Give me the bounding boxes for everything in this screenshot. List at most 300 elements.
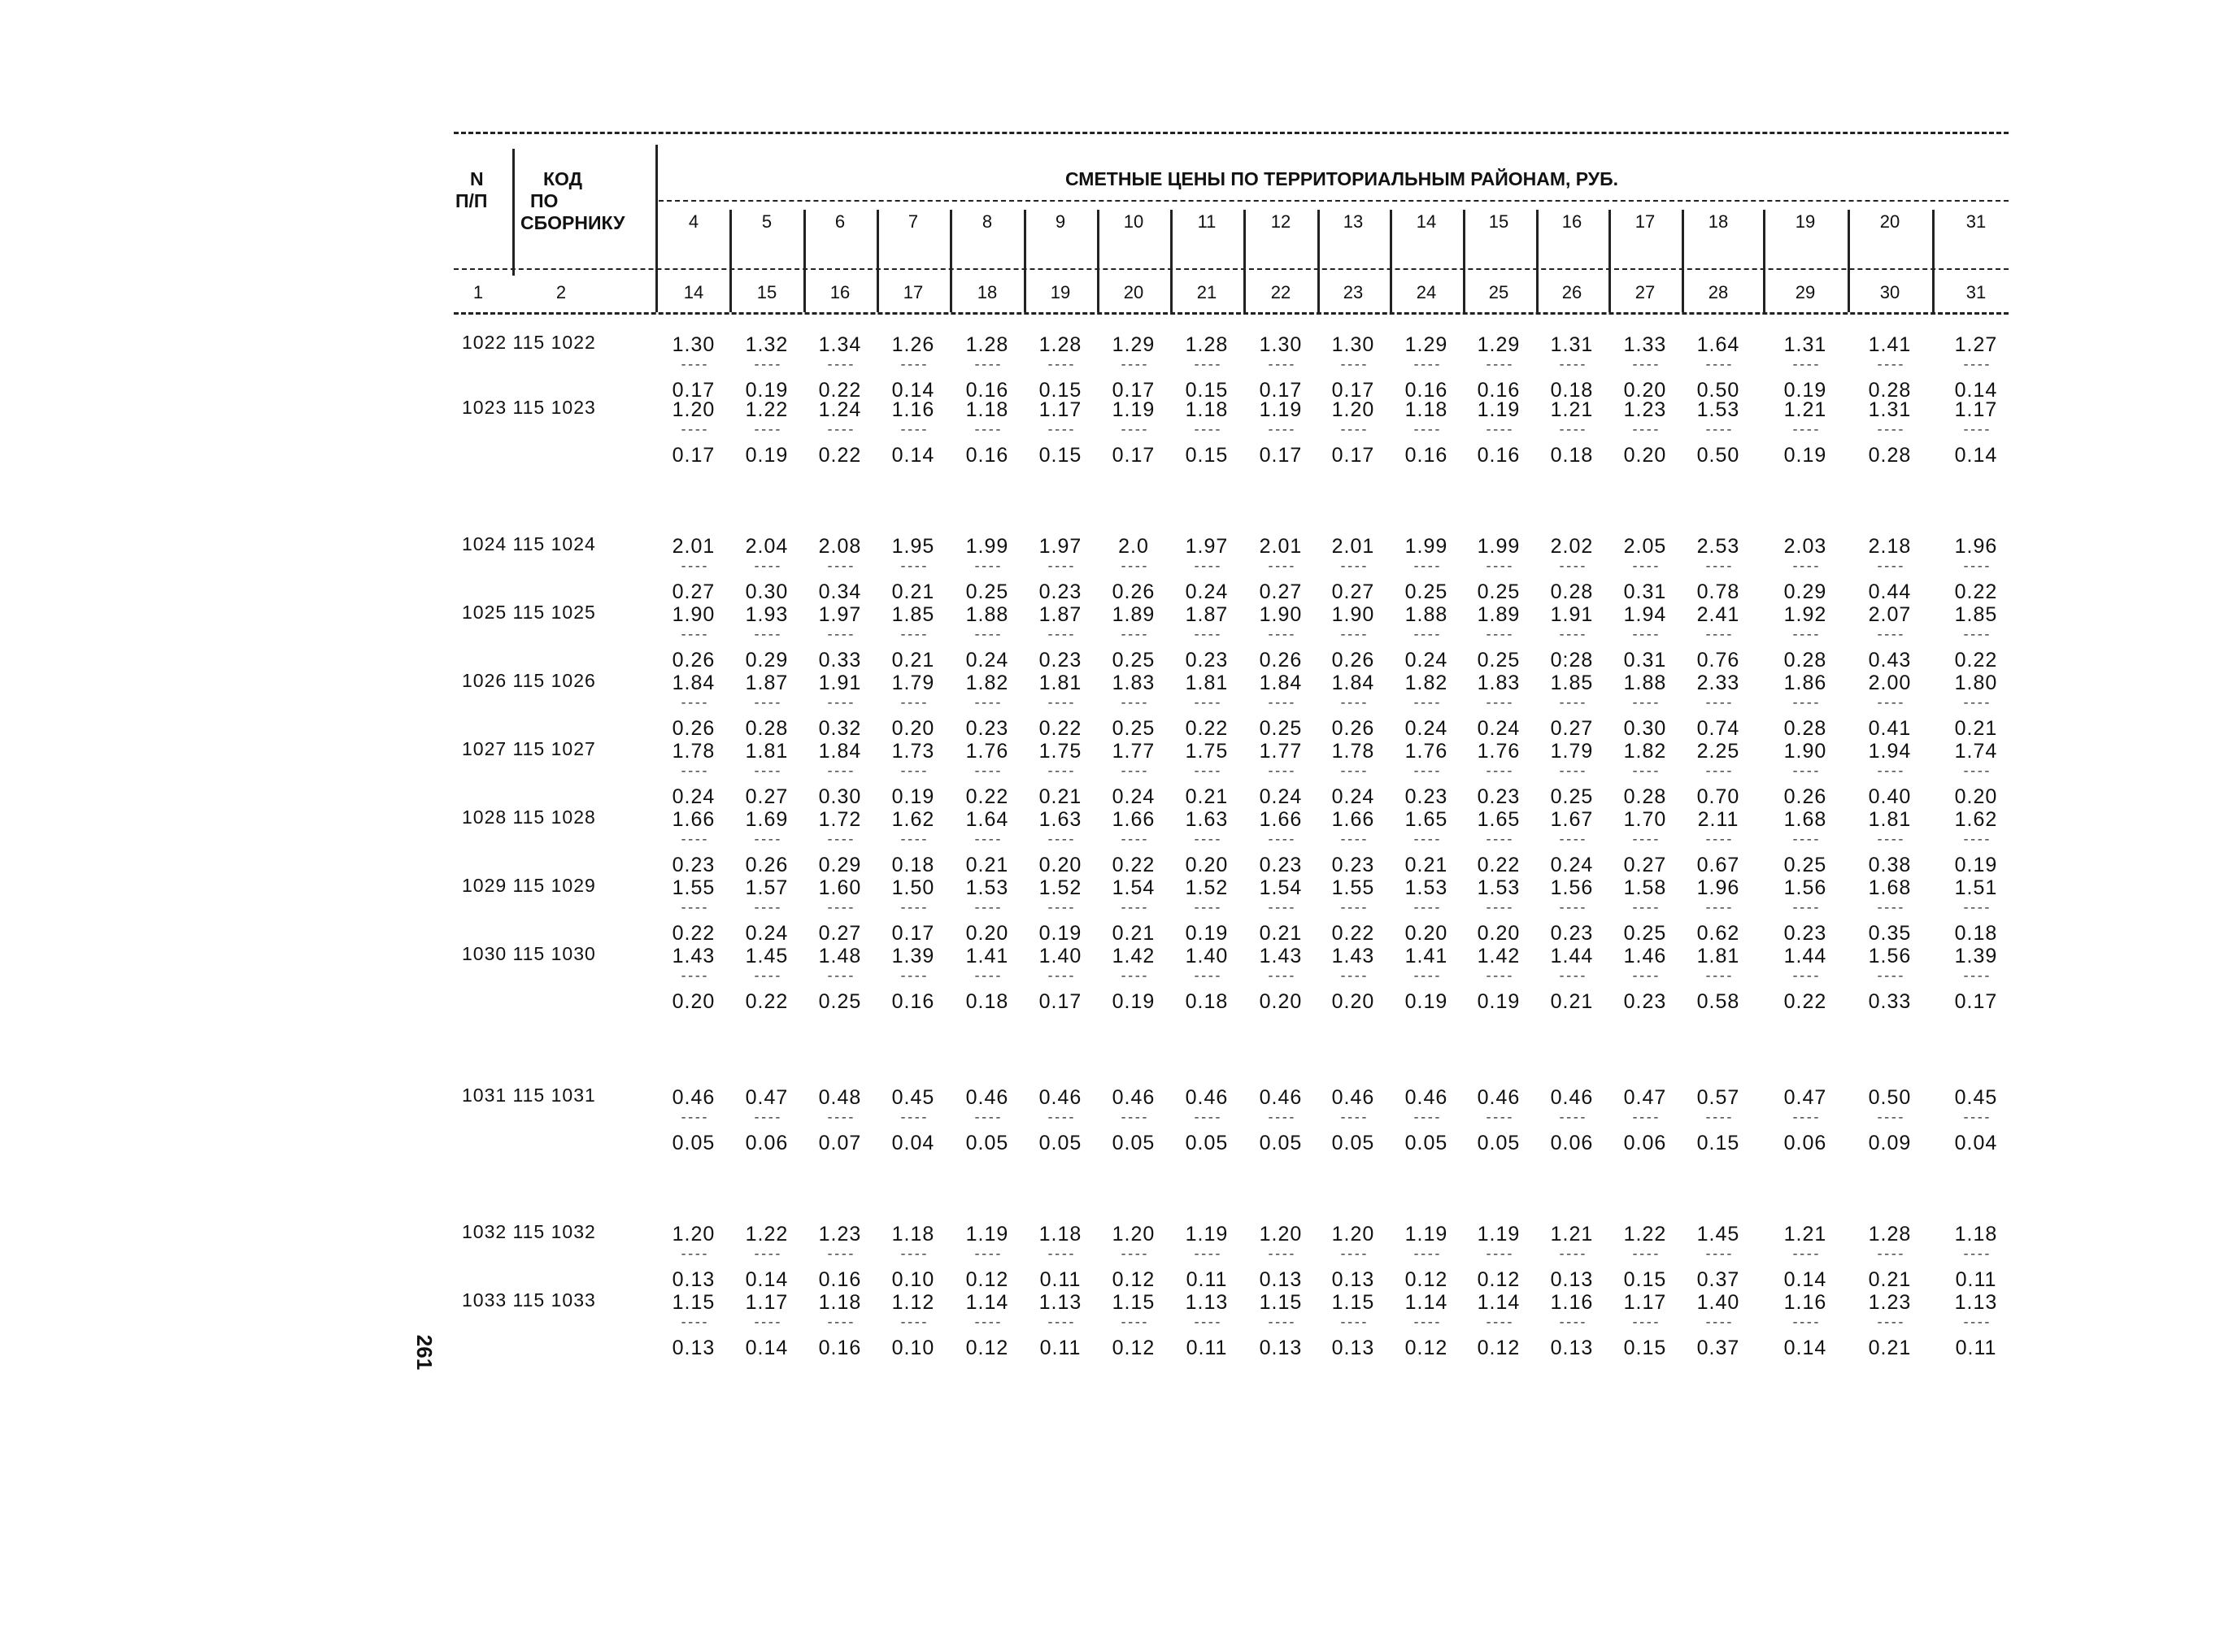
district-number: 31	[1965, 211, 1987, 232]
price-wage: 0.05	[1404, 1132, 1448, 1154]
price-total: 1.18	[1185, 398, 1229, 421]
fraction-dash: ----	[1484, 833, 1513, 847]
price-total: 1.14	[965, 1291, 1009, 1314]
price-total: 1.22	[1623, 1223, 1667, 1246]
fraction-dash: ----	[679, 901, 708, 915]
price-wage: 0.31	[1623, 580, 1667, 603]
fraction-dash: ----	[1339, 628, 1368, 642]
fraction-dash: ----	[1704, 423, 1733, 437]
price-total: 1.83	[1477, 672, 1521, 694]
header-column-divider	[1608, 210, 1611, 312]
column-index: 30	[1879, 282, 1900, 302]
price-wage: 0.16	[1477, 379, 1521, 402]
price-wage: 0.16	[818, 1337, 862, 1359]
price-total: 2.03	[1783, 535, 1827, 558]
price-wage: 0.12	[1477, 1337, 1521, 1359]
price-wage: 0.33	[818, 649, 862, 672]
fraction-dash: ----	[1046, 833, 1075, 847]
price-total: 2.0	[1118, 535, 1149, 558]
price-total: 1.82	[1404, 672, 1448, 694]
district-number: 16	[1561, 211, 1582, 232]
district-number: 14	[1416, 211, 1437, 232]
price-total: 1.56	[1783, 876, 1827, 899]
column-index: 27	[1635, 282, 1656, 302]
price-total: 1.15	[1259, 1291, 1303, 1314]
price-total: 2.00	[1868, 672, 1912, 694]
price-wage: 0.18	[891, 854, 935, 876]
price-wage: 0.17	[1954, 990, 1998, 1013]
price-wage: 0.17	[1038, 990, 1082, 1013]
fraction-dash: ----	[1266, 559, 1295, 574]
fraction-dash: ----	[1339, 423, 1368, 437]
price-total: 1.63	[1038, 808, 1082, 831]
price-total: 0.46	[672, 1086, 716, 1109]
price-wage: 0.29	[818, 854, 862, 876]
fraction-dash: ----	[1557, 696, 1587, 711]
fraction-dash: ----	[1875, 559, 1904, 574]
col-index-1: 1	[472, 282, 484, 302]
price-total: 1.34	[818, 333, 862, 356]
price-wage: 0.78	[1696, 580, 1740, 603]
fraction-dash: ----	[752, 559, 781, 574]
price-total: 1.56	[1550, 876, 1594, 899]
price-wage: 0.13	[1331, 1268, 1375, 1291]
price-total: 1.68	[1868, 876, 1912, 899]
price-total: 1.16	[891, 398, 935, 421]
price-wage: 0.28	[745, 717, 789, 740]
price-wage: 0.24	[965, 649, 1009, 672]
price-total: 1.76	[1477, 740, 1521, 763]
price-wage: 0.05	[1331, 1132, 1375, 1154]
price-total: 1.17	[1954, 398, 1998, 421]
price-total: 1.26	[891, 333, 935, 356]
fraction-dash: ----	[1192, 628, 1221, 642]
price-total: 0.47	[1783, 1086, 1827, 1109]
fraction-dash: ----	[1791, 628, 1820, 642]
price-wage: 0.23	[672, 854, 716, 876]
price-total: 2.01	[672, 535, 716, 558]
fraction-dash: ----	[1119, 764, 1148, 779]
price-total: 0.46	[1477, 1086, 1521, 1109]
price-total: 2.18	[1868, 535, 1912, 558]
fraction-dash: ----	[679, 764, 708, 779]
price-total: 1.22	[745, 1223, 789, 1246]
price-total: 1.69	[745, 808, 789, 831]
fraction-dash: ----	[1704, 559, 1733, 574]
price-total: 1.81	[1038, 672, 1082, 694]
row-code-label: 1026 115 1026	[462, 670, 596, 691]
fraction-dash: ----	[1412, 696, 1441, 711]
price-wage: 0.24	[1331, 785, 1375, 808]
header-divider-np	[512, 149, 515, 276]
price-wage: 0.26	[1783, 785, 1827, 808]
fraction-dash: ----	[679, 358, 708, 372]
fraction-dash: ----	[1704, 1315, 1733, 1330]
price-total: 1.45	[745, 945, 789, 967]
district-number: 10	[1123, 211, 1144, 232]
price-wage: 0.24	[1477, 717, 1521, 740]
price-wage: 0.06	[1550, 1132, 1594, 1154]
price-wage: 0.26	[745, 854, 789, 876]
price-wage: 0.25	[1477, 649, 1521, 672]
price-wage: 0.29	[1783, 580, 1827, 603]
fraction-dash: ----	[973, 1315, 1002, 1330]
fraction-dash: ----	[899, 358, 928, 372]
price-wage: 0.23	[1331, 854, 1375, 876]
price-wage: 0.50	[1696, 379, 1740, 402]
fraction-dash: ----	[752, 764, 781, 779]
price-wage: 0.17	[1112, 379, 1156, 402]
price-wage: 0.58	[1696, 990, 1740, 1013]
price-total: 1.53	[1696, 398, 1740, 421]
price-wage: 0.43	[1868, 649, 1912, 672]
fraction-dash: ----	[973, 358, 1002, 372]
fraction-dash: ----	[1266, 764, 1295, 779]
price-total: 1.32	[745, 333, 789, 356]
price-wage: 0.26	[672, 717, 716, 740]
fraction-dash: ----	[1192, 696, 1221, 711]
header-column-divider	[1317, 210, 1320, 312]
price-wage: 0.22	[1038, 717, 1082, 740]
fraction-dash: ----	[1339, 559, 1368, 574]
price-total: 1.33	[1623, 333, 1667, 356]
row-code-label: 1029 115 1029	[462, 875, 596, 896]
fraction-dash: ----	[1119, 559, 1148, 574]
fraction-dash: ----	[1339, 696, 1368, 711]
price-total: 1.72	[818, 808, 862, 831]
fraction-dash: ----	[1266, 423, 1295, 437]
fraction-dash: ----	[825, 1315, 855, 1330]
price-total: 1.53	[965, 876, 1009, 899]
price-wage: 0.22	[1783, 990, 1827, 1013]
row-code-label: 1024 115 1024	[462, 533, 596, 554]
price-wage: 0.22	[1954, 649, 1998, 672]
fraction-dash: ----	[1484, 1247, 1513, 1262]
price-total: 1.55	[672, 876, 716, 899]
fraction-dash: ----	[973, 969, 1002, 984]
price-wage: 0.14	[1954, 444, 1998, 467]
price-wage: 0.22	[818, 379, 862, 402]
fraction-dash: ----	[1704, 969, 1733, 984]
price-total: 1.20	[672, 1223, 716, 1246]
price-wage: 0.14	[1783, 1337, 1827, 1359]
price-wage: 0.11	[1039, 1337, 1082, 1359]
column-index: 29	[1795, 282, 1816, 302]
fraction-dash: ----	[1875, 1315, 1904, 1330]
fraction-dash: ----	[973, 833, 1002, 847]
price-total: 0.47	[1623, 1086, 1667, 1109]
price-wage: 0.24	[1259, 785, 1303, 808]
fraction-dash: ----	[1557, 901, 1587, 915]
fraction-dash: ----	[1412, 1111, 1441, 1125]
header-bottom-rule	[454, 312, 2009, 315]
price-wage: 0.16	[1477, 444, 1521, 467]
price-total: 1.23	[818, 1223, 862, 1246]
fraction-dash: ----	[752, 1315, 781, 1330]
price-total: 1.97	[818, 603, 862, 626]
fraction-dash: ----	[752, 358, 781, 372]
price-total: 2.07	[1868, 603, 1912, 626]
price-wage: 0.20	[891, 717, 935, 740]
fraction-dash: ----	[1961, 764, 1991, 779]
price-wage: 0.21	[1868, 1337, 1912, 1359]
price-wage: 0.22	[1185, 717, 1229, 740]
price-total: 1.67	[1550, 808, 1594, 831]
fraction-dash: ----	[679, 559, 708, 574]
district-number: 11	[1197, 211, 1217, 232]
price-wage: 0.11	[1955, 1268, 1997, 1291]
fraction-dash: ----	[1266, 1247, 1295, 1262]
fraction-dash: ----	[1875, 969, 1904, 984]
fraction-dash: ----	[1704, 833, 1733, 847]
fraction-dash: ----	[1961, 901, 1991, 915]
price-total: 1.15	[1112, 1291, 1156, 1314]
price-total: 1.29	[1112, 333, 1156, 356]
fraction-dash: ----	[1266, 358, 1295, 372]
price-total: 1.99	[1477, 535, 1521, 558]
fraction-dash: ----	[1557, 423, 1587, 437]
price-total: 0.46	[1404, 1086, 1448, 1109]
price-wage: 0.24	[672, 785, 716, 808]
fraction-dash: ----	[1412, 628, 1441, 642]
fraction-dash: ----	[1484, 696, 1513, 711]
col-index-2: 2	[555, 282, 567, 302]
fraction-dash: ----	[1119, 901, 1148, 915]
price-wage: 0.19	[1112, 990, 1156, 1013]
price-total: 2.53	[1696, 535, 1740, 558]
price-total: 1.30	[672, 333, 716, 356]
price-wage: 0.15	[1038, 379, 1082, 402]
price-total: 1.29	[1404, 333, 1448, 356]
fraction-dash: ----	[973, 1111, 1002, 1125]
price-wage: 0.28	[1783, 649, 1827, 672]
fraction-dash: ----	[1791, 1111, 1820, 1125]
price-wage: 0.28	[1868, 444, 1912, 467]
district-number: 9	[1055, 211, 1066, 232]
fraction-dash: ----	[825, 628, 855, 642]
price-wage: 0.15	[1696, 1132, 1740, 1154]
table-top-rule	[454, 132, 2009, 134]
fraction-dash: ----	[899, 1315, 928, 1330]
price-total: 1.79	[891, 672, 935, 694]
column-index: 17	[903, 282, 924, 302]
price-total: 1.87	[1038, 603, 1082, 626]
fraction-dash: ----	[1630, 833, 1660, 847]
price-total: 1.19	[965, 1223, 1009, 1246]
price-total: 1.41	[1868, 333, 1912, 356]
price-wage: 0.17	[1331, 444, 1375, 467]
price-wage: 0.44	[1868, 580, 1912, 603]
fraction-dash: ----	[752, 1111, 781, 1125]
price-wage: 0.06	[745, 1132, 789, 1154]
fraction-dash: ----	[973, 423, 1002, 437]
district-number: 17	[1635, 211, 1656, 232]
fraction-dash: ----	[1875, 696, 1904, 711]
price-total: 2.11	[1697, 808, 1739, 831]
price-total: 1.82	[965, 672, 1009, 694]
fraction-dash: ----	[1791, 764, 1820, 779]
fraction-dash: ----	[1791, 1315, 1820, 1330]
fraction-dash: ----	[1119, 696, 1148, 711]
fraction-dash: ----	[1961, 559, 1991, 574]
price-total: 1.62	[1954, 808, 1998, 831]
price-wage: 0.25	[1112, 649, 1156, 672]
price-wage: 0.26	[1331, 649, 1375, 672]
fraction-dash: ----	[1484, 1111, 1513, 1125]
price-wage: 0.16	[965, 444, 1009, 467]
fraction-dash: ----	[1630, 1315, 1660, 1330]
price-wage: 0.28	[1550, 580, 1594, 603]
price-total: 1.18	[1038, 1223, 1082, 1246]
price-total: 1.85	[1550, 672, 1594, 694]
fraction-dash: ----	[1961, 358, 1991, 372]
fraction-dash: ----	[1119, 628, 1148, 642]
price-total: 1.64	[1696, 333, 1740, 356]
price-total: 1.40	[1696, 1291, 1740, 1314]
price-wage: 0.20	[1185, 854, 1229, 876]
price-wage: 0.14	[1783, 1268, 1827, 1291]
price-total: 1.42	[1477, 945, 1521, 967]
price-total: 1.14	[1404, 1291, 1448, 1314]
price-wage: 0.23	[1038, 580, 1082, 603]
price-wage: 0.25	[1404, 580, 1448, 603]
price-total: 1.43	[672, 945, 716, 967]
price-total: 1.28	[1185, 333, 1229, 356]
fraction-dash: ----	[1412, 764, 1441, 779]
price-total: 1.92	[1783, 603, 1827, 626]
header-column-divider	[1932, 210, 1935, 312]
price-wage: 0.22	[1477, 854, 1521, 876]
price-total: 1.54	[1259, 876, 1303, 899]
price-wage: 0.18	[1954, 922, 1998, 945]
price-wage: 0.12	[1477, 1268, 1521, 1291]
fraction-dash: ----	[1192, 969, 1221, 984]
price-total: 1.99	[965, 535, 1009, 558]
price-total: 1.21	[1783, 398, 1827, 421]
fraction-dash: ----	[825, 901, 855, 915]
fraction-dash: ----	[1875, 423, 1904, 437]
fraction-dash: ----	[1119, 1315, 1148, 1330]
price-total: 1.28	[965, 333, 1009, 356]
price-total: 1.77	[1112, 740, 1156, 763]
fraction-dash: ----	[825, 696, 855, 711]
fraction-dash: ----	[1046, 901, 1075, 915]
price-total: 1.85	[891, 603, 935, 626]
price-total: 1.43	[1259, 945, 1303, 967]
fraction-dash: ----	[1339, 1315, 1368, 1330]
price-total: 1.20	[672, 398, 716, 421]
price-total: 1.83	[1112, 672, 1156, 694]
price-wage: 0.50	[1696, 444, 1740, 467]
price-total: 1.90	[672, 603, 716, 626]
price-total: 1.28	[1038, 333, 1082, 356]
price-total: 0.47	[745, 1086, 789, 1109]
price-total: 1.24	[818, 398, 862, 421]
fraction-dash: ----	[1557, 358, 1587, 372]
row-code-label: 1027 115 1027	[462, 738, 596, 759]
price-wage: 0.35	[1868, 922, 1912, 945]
fraction-dash: ----	[1961, 833, 1991, 847]
price-wage: 0.19	[891, 785, 935, 808]
price-total: 1.46	[1623, 945, 1667, 967]
fraction-dash: ----	[1630, 1247, 1660, 1262]
fraction-dash: ----	[679, 833, 708, 847]
price-wage: 0.16	[818, 1268, 862, 1291]
price-total: 1.21	[1550, 1223, 1594, 1246]
header-code-line1: КОД	[543, 168, 583, 189]
price-total: 1.66	[672, 808, 716, 831]
price-wage: 0.22	[1954, 580, 1998, 603]
price-wage: 0.20	[1954, 785, 1998, 808]
fraction-dash: ----	[1412, 1247, 1441, 1262]
price-wage: 0.22	[1112, 854, 1156, 876]
price-total: 1.55	[1331, 876, 1375, 899]
price-wage: 0.20	[1331, 990, 1375, 1013]
fraction-dash: ----	[825, 358, 855, 372]
fraction-dash: ----	[1339, 358, 1368, 372]
fraction-dash: ----	[1484, 969, 1513, 984]
price-wage: 0.17	[1259, 379, 1303, 402]
fraction-dash: ----	[1704, 764, 1733, 779]
price-total: 2.01	[1259, 535, 1303, 558]
price-total: 1.91	[818, 672, 862, 694]
fraction-dash: ----	[1046, 969, 1075, 984]
price-wage: 0.25	[1783, 854, 1827, 876]
price-wage: 0.17	[891, 922, 935, 945]
district-number: 6	[834, 211, 846, 232]
price-total: 1.99	[1404, 535, 1448, 558]
fraction-dash: ----	[1412, 358, 1441, 372]
fraction-dash: ----	[899, 1247, 928, 1262]
row-code-label: 1030 115 1030	[462, 943, 596, 964]
price-wage: 0.27	[818, 922, 862, 945]
column-index: 18	[977, 282, 998, 302]
price-wage: 0.14	[745, 1268, 789, 1291]
fraction-dash: ----	[1875, 628, 1904, 642]
price-wage: 0.23	[1623, 990, 1667, 1013]
price-total: 1.85	[1954, 603, 1998, 626]
fraction-dash: ----	[899, 559, 928, 574]
price-total: 1.28	[1868, 1223, 1912, 1246]
price-wage: 0.06	[1623, 1132, 1667, 1154]
price-total: 2.01	[1331, 535, 1375, 558]
price-wage: 0.21	[1550, 990, 1594, 1013]
price-wage: 0.62	[1696, 922, 1740, 945]
price-wage: 0.04	[891, 1132, 935, 1154]
price-total: 1.14	[1477, 1291, 1521, 1314]
fraction-dash: ----	[1339, 969, 1368, 984]
price-total: 1.43	[1331, 945, 1375, 967]
district-number: 5	[761, 211, 773, 232]
fraction-dash: ----	[1046, 358, 1075, 372]
fraction-dash: ----	[1875, 833, 1904, 847]
price-total: 1.18	[891, 1223, 935, 1246]
fraction-dash: ----	[825, 764, 855, 779]
price-wage: 0.21	[1868, 1268, 1912, 1291]
fraction-dash: ----	[1412, 559, 1441, 574]
price-wage: 0.04	[1954, 1132, 1998, 1154]
fraction-dash: ----	[1630, 358, 1660, 372]
header-column-divider	[1024, 210, 1026, 312]
fraction-dash: ----	[1704, 1247, 1733, 1262]
price-wage: 0.11	[1039, 1268, 1082, 1291]
fraction-dash: ----	[1339, 901, 1368, 915]
price-wage: 0.17	[672, 379, 716, 402]
fraction-dash: ----	[825, 969, 855, 984]
fraction-dash: ----	[899, 628, 928, 642]
price-total: 1.41	[1404, 945, 1448, 967]
price-wage: 0.13	[672, 1337, 716, 1359]
